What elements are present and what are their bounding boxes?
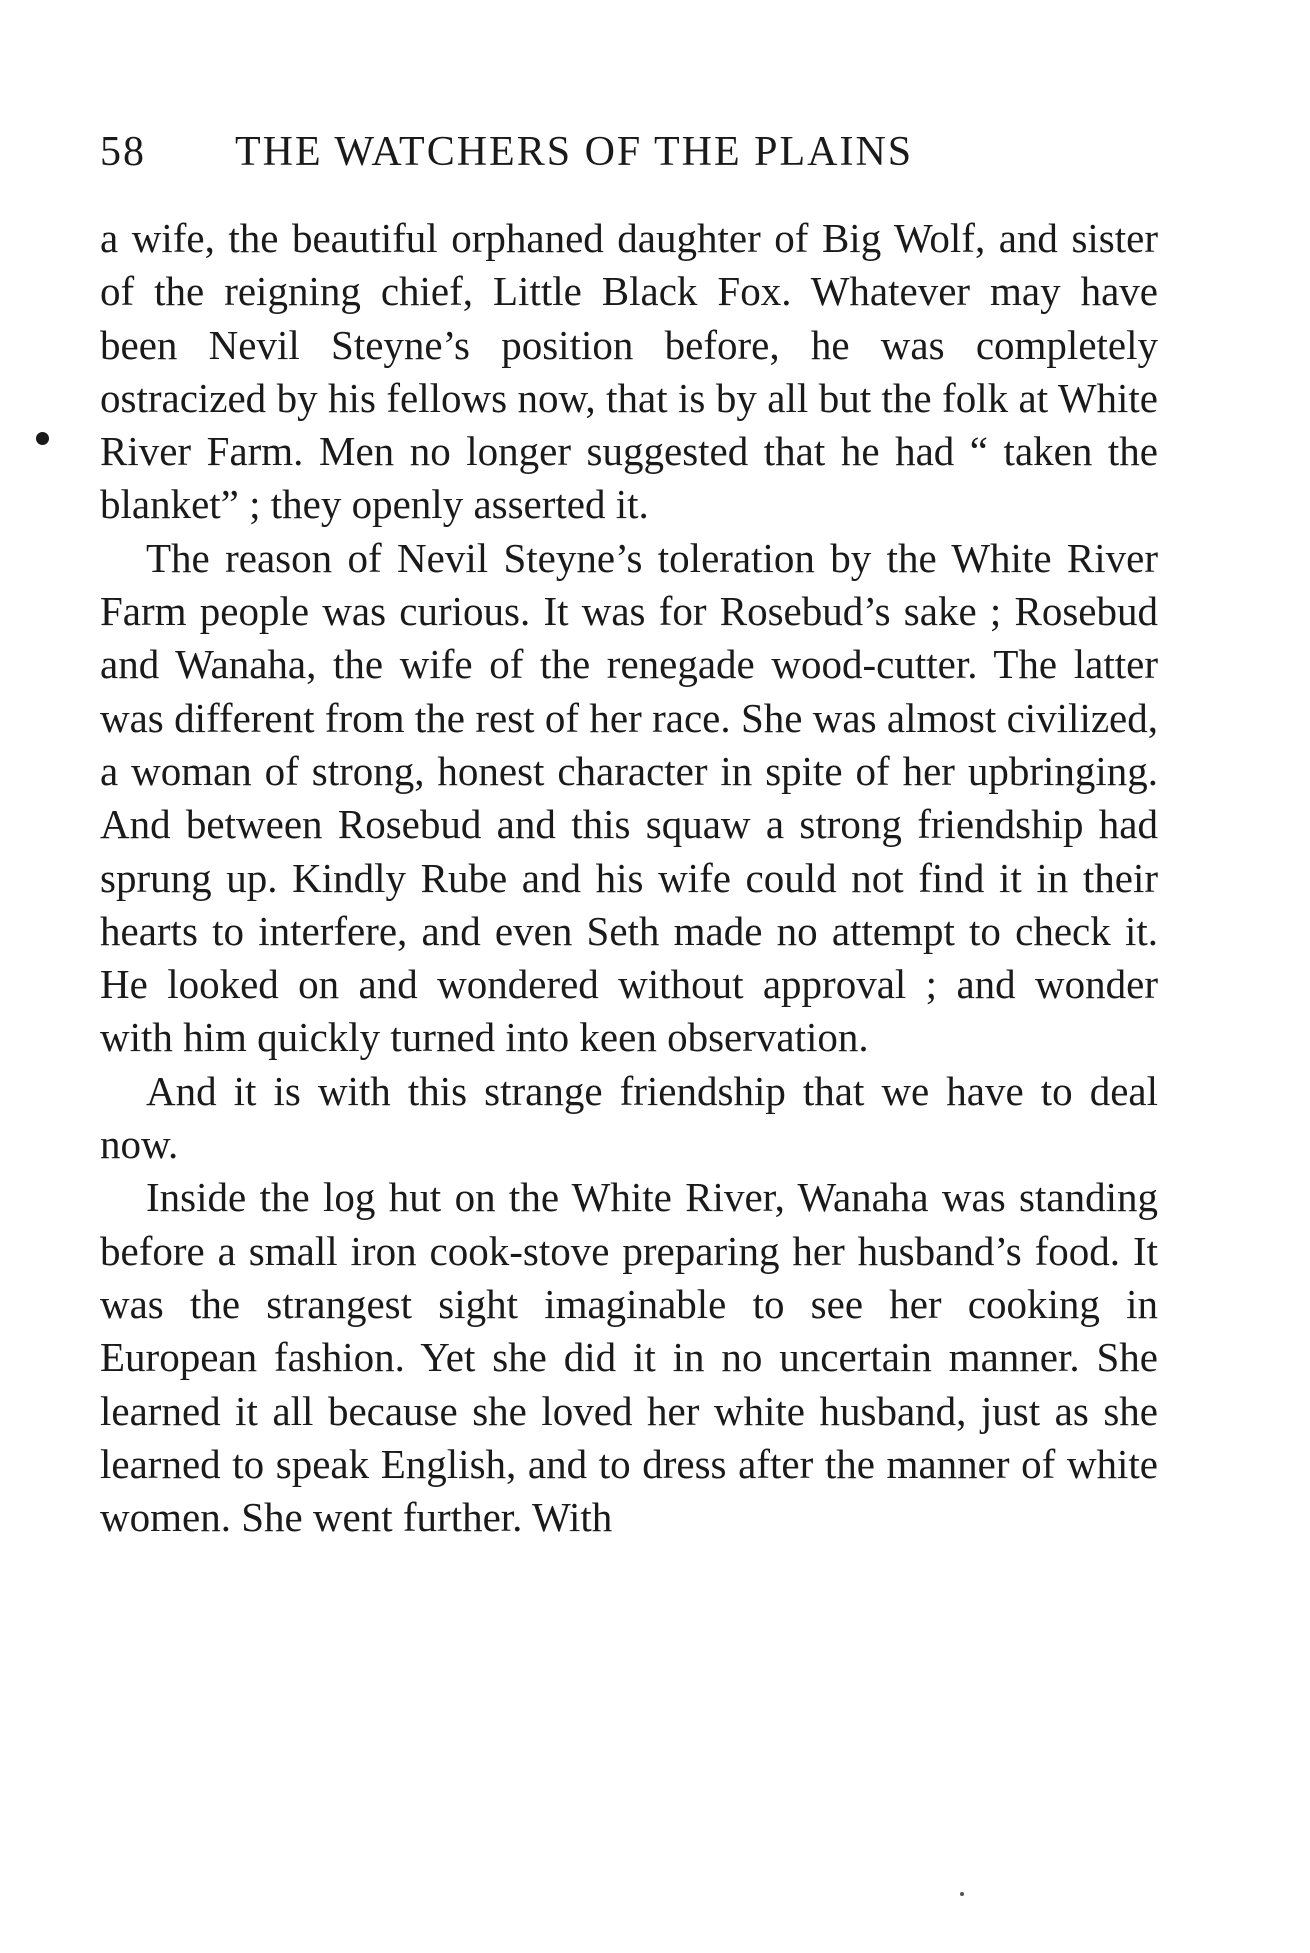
ink-blot-mark xyxy=(36,432,49,445)
ink-speck-mark xyxy=(960,1892,964,1896)
page-number: 58 xyxy=(100,129,146,175)
paragraph-1: a wife, the beautiful orphaned daughter of Big Wolf, and sister of the reigning chief, Little Black Fox. Whatever may have been Nevil Steyne’s position before, he was completely ostracized by his fellows now, that is by all but the folk at White River Farm. Men no longer suggested that he had “ taken the blanket” ; they openly asserted it. xyxy=(100,215,1158,528)
paragraph-4: Inside the log hut on the White River, Wanaha was standing before a small iron cook-stove preparing her husband’s food. It was the strangest sight imaginable to see her cooking in European fashion. Yet she did it in no uncertain manner. She learned it all because she loved her white husband, just as she learned to speak English, and to dress after the manner of white women. She went further. With xyxy=(100,1174,1158,1541)
body-text xyxy=(100,212,1158,1544)
paragraph-2: The reason of Nevil Steyne’s toleration by the White River Farm people was curious. It was for Rosebud’s sake ; Rosebud and Wanaha, the wife of the renegade wood-cutter. The latter was different from the rest of her race. She was almost civilized, a woman of strong, honest character in spite of her upbringing. And between Rosebud and this squaw a strong friendship had sprung up. Kindly Rube and his wife could not find it in their hearts to interfere, and even Seth made no attempt to check it. He looked on and wondered without approval ; and wonder with him quickly turned into keen observation. xyxy=(100,534,1158,1061)
paragraph-3: And it is with this strange friendship that we have to deal now. xyxy=(100,1067,1158,1168)
running-head: THE WATCHERS OF THE PLAINS xyxy=(235,129,914,175)
page-header xyxy=(100,128,1160,188)
